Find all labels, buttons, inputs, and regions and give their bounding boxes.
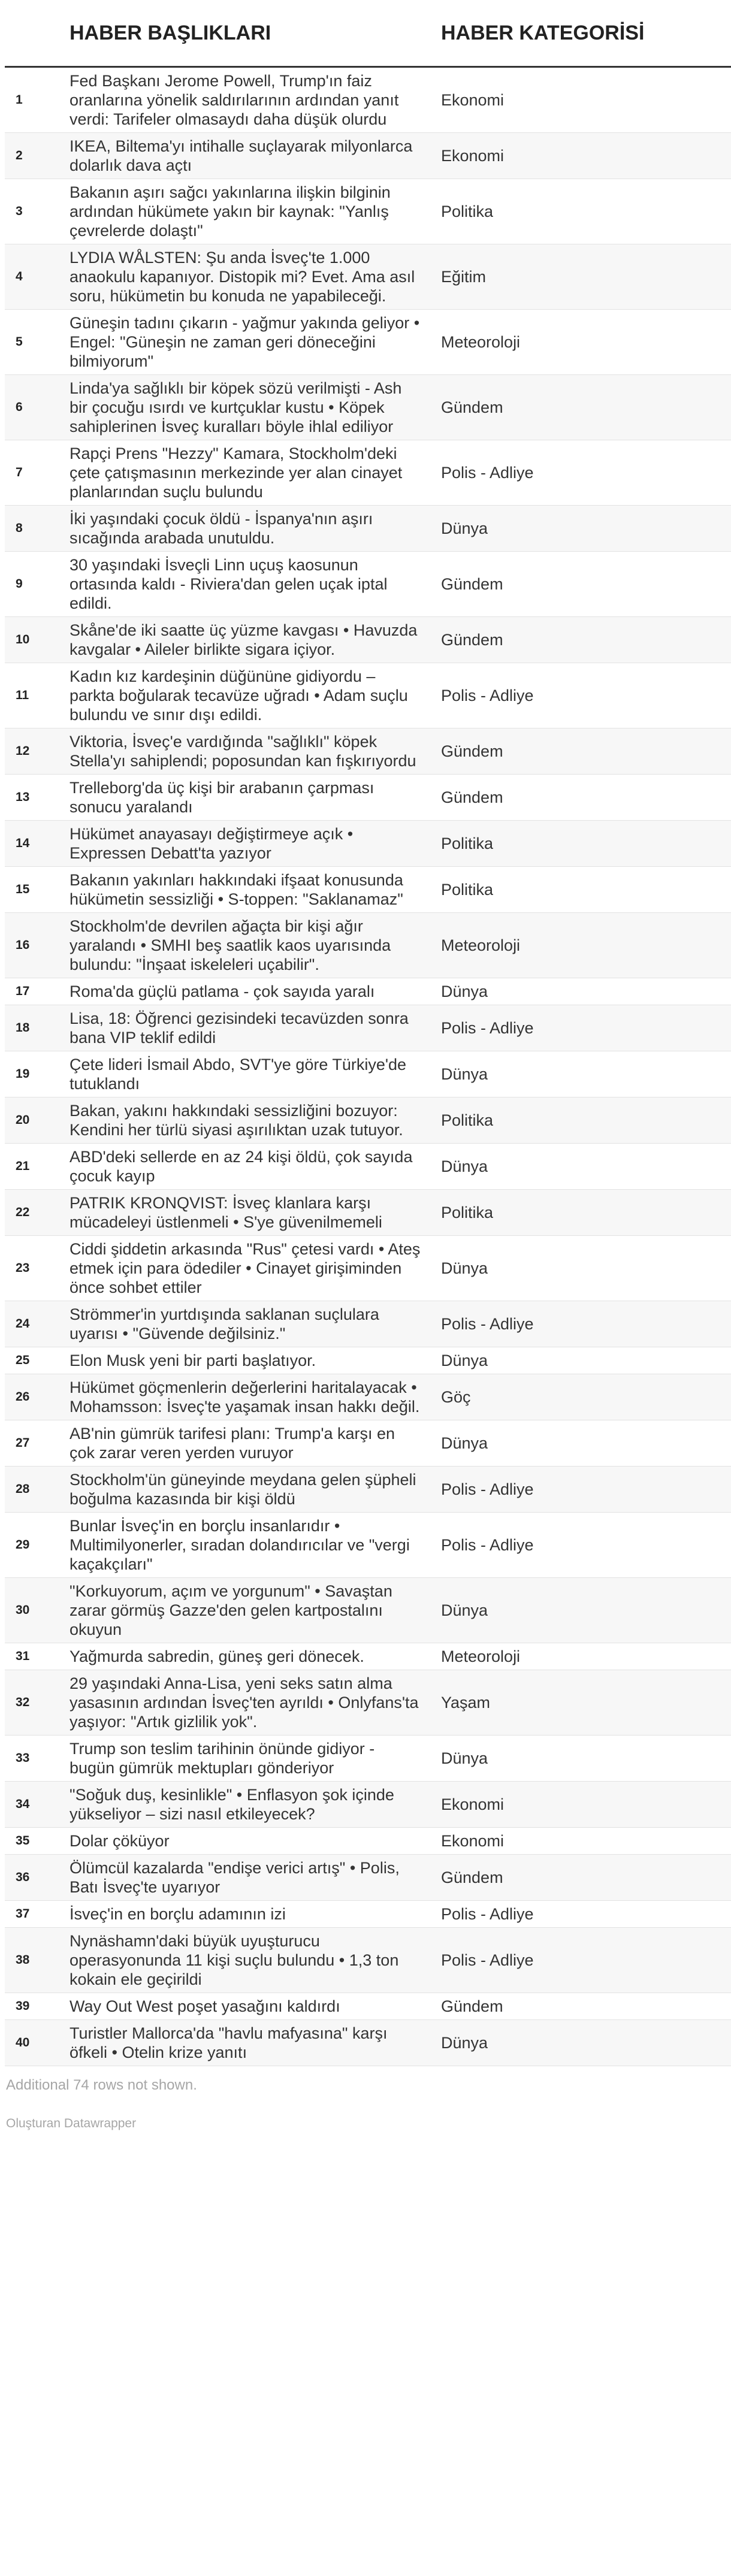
row-category: Ekonomi [441, 1782, 731, 1828]
row-number: 36 [5, 1855, 66, 1901]
row-category: Gündem [441, 1855, 731, 1901]
row-category: Gündem [441, 775, 731, 821]
row-number: 11 [5, 663, 66, 728]
row-category: Göç [441, 1374, 731, 1420]
row-number: 37 [5, 1901, 66, 1928]
table-row [5, 67, 731, 133]
table-row [5, 133, 731, 179]
table-row [5, 821, 731, 867]
row-number: 2 [5, 133, 66, 179]
row-category: Dünya [441, 1420, 731, 1467]
row-category: Politika [441, 179, 731, 244]
row-headline: Trump son teslim tarihinin önünde gidiyor - bugün gümrük mektupları gönderiyor [66, 1736, 441, 1782]
row-number: 18 [5, 1005, 66, 1051]
table-row [5, 1828, 731, 1855]
table-row [5, 1901, 731, 1928]
row-category: Ekonomi [441, 133, 731, 179]
table-row [5, 1097, 731, 1144]
row-category: Polis - Adliye [441, 1513, 731, 1578]
row-category: Dünya [441, 1144, 731, 1190]
row-number: 30 [5, 1578, 66, 1643]
row-category: Dünya [441, 978, 731, 1005]
news-table [5, 0, 731, 2066]
row-number: 25 [5, 1347, 66, 1374]
row-number: 19 [5, 1051, 66, 1097]
table-row [5, 1301, 731, 1347]
row-headline: Strömmer'in yurtdışında saklanan suçlulara uyarısı • "Güvende değilsiniz." [66, 1301, 441, 1347]
row-headline: Stockholm'de devrilen ağaçta bir kişi ağır yaralandı • SMHI beş saatlik kaos uyarısında bulundu: "İnşaat iskeleleri uçabilir". [66, 913, 441, 978]
row-number: 16 [5, 913, 66, 978]
row-category: Dünya [441, 1236, 731, 1301]
row-category: Politika [441, 1190, 731, 1236]
row-category: Dünya [441, 1051, 731, 1097]
table-header [5, 0, 731, 67]
table-row [5, 663, 731, 728]
row-category: Politika [441, 867, 731, 913]
row-category: Politika [441, 1097, 731, 1144]
row-number: 1 [5, 67, 66, 133]
table-row [5, 310, 731, 375]
table-row [5, 1467, 731, 1513]
row-number: 6 [5, 375, 66, 440]
additional-rows-note: Additional 74 rows not shown. [6, 2077, 197, 2093]
row-category: Polis - Adliye [441, 1928, 731, 1993]
row-number: 8 [5, 506, 66, 552]
table-row [5, 1420, 731, 1467]
row-number: 34 [5, 1782, 66, 1828]
header-number [5, 0, 66, 67]
row-number: 23 [5, 1236, 66, 1301]
table-row [5, 1643, 731, 1670]
table-row [5, 1144, 731, 1190]
row-headline: Linda'ya sağlıklı bir köpek sözü verilmişti - Ash bir çocuğu ısırdı ve kurtçuklar kustu • Köpek sahiplerinen İsveç kuralları böyle ihlal ediliyor [66, 375, 441, 440]
row-category: Meteoroloji [441, 1643, 731, 1670]
row-headline: Rapçi Prens "Hezzy" Kamara, Stockholm'deki çete çatışmasının merkezinde yer alan cinayet planlarından suçlu bulundu [66, 440, 441, 506]
row-number: 15 [5, 867, 66, 913]
row-headline: Hükümet anayasayı değiştirmeye açık • Expressen Debatt'ta yazıyor [66, 821, 441, 867]
row-category: Dünya [441, 1736, 731, 1782]
row-headline: Turistler Mallorca'da "havlu mafyasına" karşı öfkeli • Otelin krize yanıtı [66, 2020, 441, 2066]
row-headline: AB'nin gümrük tarifesi planı: Trump'a karşı en çok zarar veren yerden vuruyor [66, 1420, 441, 1467]
table-row [5, 867, 731, 913]
row-headline: Lisa, 18: Öğrenci gezisindeki tecavüzden sonra bana VIP teklif edildi [66, 1005, 441, 1051]
row-number: 38 [5, 1928, 66, 1993]
row-category: Gündem [441, 1993, 731, 2020]
row-headline: "Soğuk duş, kesinlikle" • Enflasyon şok içinde yükseliyor – sizi nasıl etkileyecek? [66, 1782, 441, 1828]
row-category: Polis - Adliye [441, 1005, 731, 1051]
row-number: 24 [5, 1301, 66, 1347]
row-headline: Roma'da güçlü patlama - çok sayıda yaralı [66, 978, 441, 1005]
row-number: 27 [5, 1420, 66, 1467]
row-number: 26 [5, 1374, 66, 1420]
row-category: Gündem [441, 552, 731, 617]
table-row [5, 2020, 731, 2066]
row-headline: Bakan, yakını hakkındaki sessizliğini bozuyor: Kendini her türlü siyasi aşırılıktan uzak tutuyor. [66, 1097, 441, 1144]
table-row [5, 1374, 731, 1420]
table-row [5, 1347, 731, 1374]
row-category: Ekonomi [441, 1828, 731, 1855]
row-headline: Ölümcül kazalarda "endişe verici artış" • Polis, Batı İsveç'te uyarıyor [66, 1855, 441, 1901]
row-headline: Stockholm'ün güneyinde meydana gelen şüpheli boğulma kazasında bir kişi öldü [66, 1467, 441, 1513]
row-headline: Çete lideri İsmail Abdo, SVT'ye göre Türkiye'de tutuklandı [66, 1051, 441, 1097]
row-number: 32 [5, 1670, 66, 1736]
row-headline: 29 yaşındaki Anna-Lisa, yeni seks satın alma yasasının ardından İsveç'ten ayrıldı • Onlyfans'ta yaşıyor: "Artık gizlilik yok". [66, 1670, 441, 1736]
row-category: Polis - Adliye [441, 440, 731, 506]
row-number: 7 [5, 440, 66, 506]
row-number: 10 [5, 617, 66, 663]
row-category: Meteoroloji [441, 913, 731, 978]
row-headline: Viktoria, İsveç'e vardığında "sağlıklı" köpek Stella'yı sahiplendi; poposundan kan fışkırıyordu [66, 728, 441, 775]
row-category: Dünya [441, 2020, 731, 2066]
row-headline: Nynäshamn'daki büyük uyuşturucu operasyonunda 11 kişi suçlu bulundu • 1,3 ton kokain ele geçirildi [66, 1928, 441, 1993]
row-headline: Kadın kız kardeşinin düğününe gidiyordu – parkta boğularak tecavüze uğradı • Adam suçlu bulundu ve sınır dışı edildi. [66, 663, 441, 728]
row-category: Polis - Adliye [441, 1301, 731, 1347]
table-row [5, 1855, 731, 1901]
row-category: Politika [441, 821, 731, 867]
row-category: Gündem [441, 728, 731, 775]
table-row [5, 179, 731, 244]
row-number: 35 [5, 1828, 66, 1855]
row-category: Dünya [441, 1578, 731, 1643]
row-category: Eğitim [441, 244, 731, 310]
row-category: Yaşam [441, 1670, 731, 1736]
table-row [5, 1513, 731, 1578]
table-row [5, 728, 731, 775]
header-row [5, 0, 731, 67]
row-category: Ekonomi [441, 67, 731, 133]
table-row [5, 1051, 731, 1097]
table-row [5, 440, 731, 506]
header-title[interactable]: HABER BAŞLIKLARI [66, 0, 441, 67]
row-headline: "Korkuyorum, açım ve yorgunum" • Savaştan zarar görmüş Gazze'den gelen kartpostalını okuyun [66, 1578, 441, 1643]
row-number: 31 [5, 1643, 66, 1670]
table-row [5, 506, 731, 552]
row-headline: Skåne'de iki saatte üç yüzme kavgası • Havuzda kavgalar • Aileler birlikte sigara içiyor. [66, 617, 441, 663]
table-row [5, 1578, 731, 1643]
row-number: 39 [5, 1993, 66, 2020]
table-row [5, 1736, 731, 1782]
row-number: 29 [5, 1513, 66, 1578]
table-row [5, 244, 731, 310]
row-number: 22 [5, 1190, 66, 1236]
row-number: 3 [5, 179, 66, 244]
table-row [5, 1928, 731, 1993]
row-headline: ABD'deki sellerde en az 24 kişi öldü, çok sayıda çocuk kayıp [66, 1144, 441, 1190]
row-category: Meteoroloji [441, 310, 731, 375]
row-headline: IKEA, Biltema'yı intihalle suçlayarak milyonlarca dolarlık dava açtı [66, 133, 441, 179]
header-category[interactable]: HABER KATEGORİSİ [441, 0, 731, 67]
row-headline: Way Out West poşet yasağını kaldırdı [66, 1993, 441, 2020]
row-number: 33 [5, 1736, 66, 1782]
row-number: 12 [5, 728, 66, 775]
row-number: 28 [5, 1467, 66, 1513]
table-row [5, 913, 731, 978]
row-category: Polis - Adliye [441, 1467, 731, 1513]
row-number: 17 [5, 978, 66, 1005]
row-number: 20 [5, 1097, 66, 1144]
row-category: Polis - Adliye [441, 663, 731, 728]
row-category: Dünya [441, 506, 731, 552]
table-row [5, 617, 731, 663]
table-row [5, 978, 731, 1005]
row-number: 9 [5, 552, 66, 617]
row-headline: LYDIA WÅLSTEN: Şu anda İsveç'te 1.000 anaokulu kapanıyor. Distopik mi? Evet. Ama asıl soru, hükümetin bu konuda ne yapabileceği. [66, 244, 441, 310]
row-headline: Yağmurda sabredin, güneş geri dönecek. [66, 1643, 441, 1670]
credit-line: Oluşturan Datawrapper [6, 2117, 137, 2130]
row-headline: Bakanın yakınları hakkındaki ifşaat konusunda hükümetin sessizliği • S-toppen: "Saklanamaz" [66, 867, 441, 913]
table-body [5, 67, 731, 2066]
row-category: Dünya [441, 1347, 731, 1374]
row-headline: Trelleborg'da üç kişi bir arabanın çarpması sonucu yaralandı [66, 775, 441, 821]
row-headline: Ciddi şiddetin arkasında "Rus" çetesi vardı • Ateş etmek için para ödediler • Cinayet girişiminden önce sohbet ettiler [66, 1236, 441, 1301]
row-number: 13 [5, 775, 66, 821]
row-headline: Bunlar İsveç'in en borçlu insanlarıdır • Multimilyonerler, sıradan dolandırıcılar ve "vergi kaçakçıları" [66, 1513, 441, 1578]
row-headline: Güneşin tadını çıkarın - yağmur yakında geliyor • Engel: "Güneşin ne zaman geri döneceğini bilmiyorum" [66, 310, 441, 375]
row-headline: İki yaşındaki çocuk öldü - İspanya'nın aşırı sıcağında arabada unutuldu. [66, 506, 441, 552]
row-headline: PATRIK KRONQVIST: İsveç klanlara karşı mücadeleyi üstlenmeli • S'ye güvenilmemeli [66, 1190, 441, 1236]
row-number: 5 [5, 310, 66, 375]
table-row [5, 775, 731, 821]
table-row [5, 1670, 731, 1736]
row-headline: İsveç'in en borçlu adamının izi [66, 1901, 441, 1928]
table-row [5, 552, 731, 617]
table-row [5, 375, 731, 440]
row-category: Polis - Adliye [441, 1901, 731, 1928]
row-category: Gündem [441, 617, 731, 663]
row-headline: Elon Musk yeni bir parti başlatıyor. [66, 1347, 441, 1374]
row-number: 4 [5, 244, 66, 310]
row-number: 14 [5, 821, 66, 867]
row-category: Gündem [441, 375, 731, 440]
row-number: 21 [5, 1144, 66, 1190]
table-row [5, 1993, 731, 2020]
table-row [5, 1782, 731, 1828]
row-headline: Hükümet göçmenlerin değerlerini haritalayacak • Mohamsson: İsveç'te yaşamak insan hakkı değil. [66, 1374, 441, 1420]
table-row [5, 1005, 731, 1051]
table-row [5, 1236, 731, 1301]
row-headline: Bakanın aşırı sağcı yakınlarına ilişkin bilginin ardından hükümete yakın bir kaynak: "Yanlış çevrelerde dolaştı" [66, 179, 441, 244]
table-row [5, 1190, 731, 1236]
row-headline: 30 yaşındaki İsveçli Linn uçuş kaosunun ortasında kaldı - Riviera'dan gelen uçak iptal edildi. [66, 552, 441, 617]
row-headline: Fed Başkanı Jerome Powell, Trump'ın faiz oranlarına yönelik saldırılarının ardından yanıt verdi: Tarifeler olmasaydı daha düşük olurdu [66, 67, 441, 133]
row-headline: Dolar çöküyor [66, 1828, 441, 1855]
row-number: 40 [5, 2020, 66, 2066]
